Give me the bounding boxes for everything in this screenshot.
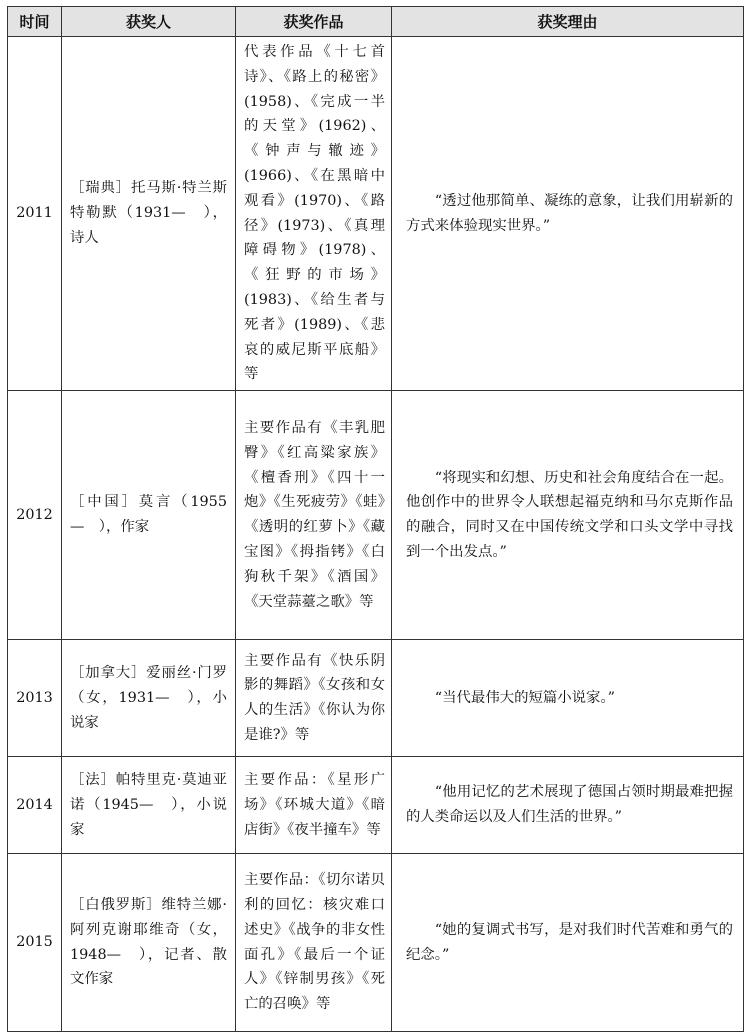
year-cell: 2012 — [8, 391, 62, 640]
works-cell: 主要作品：《星形广场》《环城大道》《暗店街》《夜半撞车》等 — [236, 757, 392, 854]
year-cell: 2011 — [8, 37, 62, 391]
reason-text: “当代最伟大的短篇小说家。” — [434, 689, 615, 706]
table-row — [8, 640, 744, 757]
winner-cell: ［加拿大］爱丽丝·门罗（女，1931— ），小说家 — [62, 640, 236, 757]
reason-cell — [392, 640, 744, 757]
reason-text: “她的复调式书写，是对我们时代苦难和勇气的纪念。” — [406, 921, 733, 963]
reason-text: “他用记忆的艺术展现了德国占领时期最难把握的人类命运以及人们生活的世界。” — [406, 784, 733, 826]
header-reason: 获奖理由 — [392, 7, 744, 37]
reason-text: “透过他那简单、凝练的意象，让我们用崭新的方式来体验现实世界。” — [406, 192, 733, 234]
reason-cell — [392, 757, 744, 854]
header-time: 时间 — [8, 7, 62, 37]
year-cell: 2015 — [8, 854, 62, 1032]
header-winner: 获奖人 — [62, 7, 236, 37]
table-row — [8, 757, 744, 854]
reason-cell — [392, 854, 744, 1032]
works-cell: 主要作品有《丰乳肥臀》《红高粱家族》《檀香刑》《四十一炮》《生死疲劳》《蛙》《透明的红萝卜》《藏宝图》《拇指铐》《白狗秋千架》《酒国》《天堂蒜薹之歌》等 — [236, 391, 392, 640]
works-cell: 代表作品《十七首诗》、《路上的秘密》(1958)、《完成一半的天堂》(1962)、《钟声与辙迹》(1966)、《在黑暗中观看》(1970)、《路径》(1973)、《真理障碍物》(1978)、《狂野的市场》(1983)、《给生者与死者》(1989)、《悲哀的威尼斯平底船》等 — [236, 37, 392, 391]
table-body — [8, 37, 744, 1032]
table-row — [8, 391, 744, 640]
works-cell: 主要作品有《快乐阴影的舞蹈》《女孩和女人的生活》《你认为你是谁?》等 — [236, 640, 392, 757]
reason-cell — [392, 391, 744, 640]
reason-cell — [392, 37, 744, 391]
year-cell: 2013 — [8, 640, 62, 757]
table-row — [8, 854, 744, 1032]
winner-cell: ［中国］莫言（1955— ），作家 — [62, 391, 236, 640]
works-cell: 主要作品：《切尔诺贝利的回忆：核灾难口述史》《战争的非女性面孔》《最后一个证人》《锌制男孩》《死亡的召唤》等 — [236, 854, 392, 1032]
winner-cell: ［法］帕特里克·莫迪亚诺（1945— ），小说家 — [62, 757, 236, 854]
header-row — [8, 7, 744, 37]
nobel-prize-table — [7, 6, 744, 1032]
reason-text: “将现实和幻想、历史和社会角度结合在一起。他创作中的世界令人联想起福克纳和马尔克斯作品的融合，同时又在中国传统文学和口头文学中寻找到一个出发点。” — [406, 469, 733, 560]
winner-cell: ［瑞典］托马斯·特兰斯特勒默（1931— ），诗人 — [62, 37, 236, 391]
year-cell: 2014 — [8, 757, 62, 854]
table-header — [8, 7, 744, 37]
document-page — [7, 6, 743, 1032]
winner-cell: ［白俄罗斯］维特兰娜·阿列克谢耶维奇（女，1948— ），记者、散文作家 — [62, 854, 236, 1032]
table-row — [8, 37, 744, 391]
header-works: 获奖作品 — [236, 7, 392, 37]
